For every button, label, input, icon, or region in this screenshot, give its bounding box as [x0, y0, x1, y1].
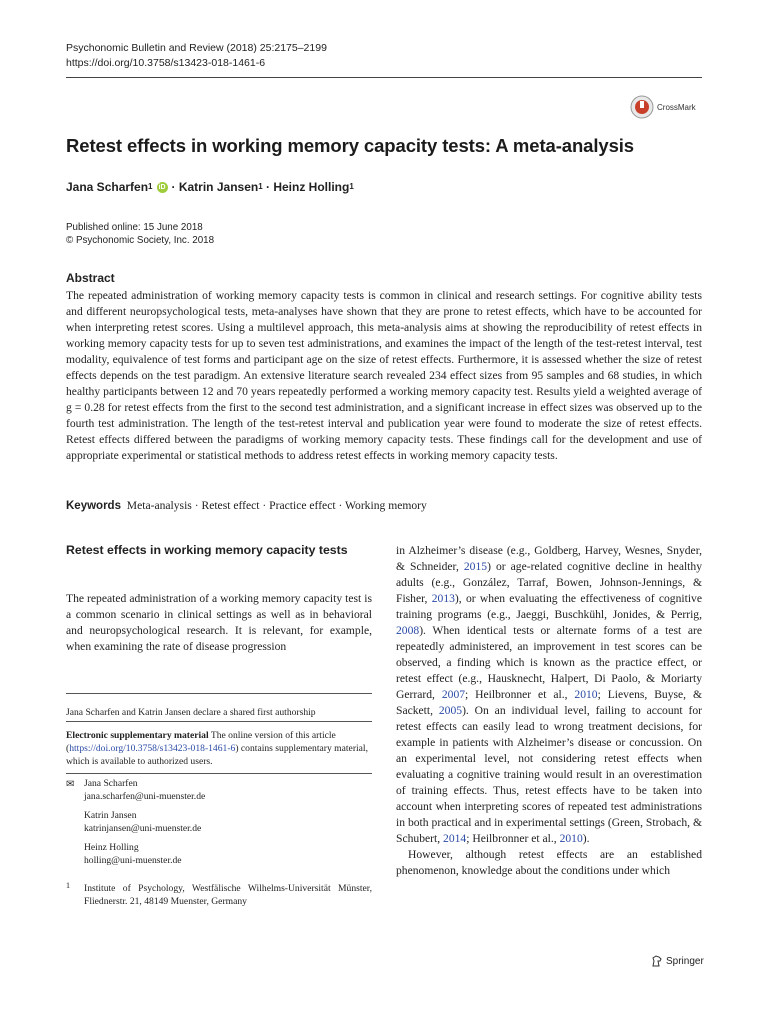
esm-link[interactable]: https://doi.org/10.3758/s13423-018-1461-6: [69, 743, 236, 754]
contact-email[interactable]: katrinjansen@uni-muenster.de: [84, 823, 202, 834]
footnote-divider: [66, 721, 372, 722]
author-affil-sup: 1: [349, 181, 354, 191]
publisher-name: Springer: [666, 955, 704, 967]
author-name[interactable]: Heinz Holling: [273, 180, 350, 194]
publication-info: [66, 221, 214, 247]
citation-year-link[interactable]: 2015: [463, 560, 488, 573]
footnote-divider: [66, 773, 372, 774]
paragraph-text: ), or when evaluating the effectiveness of cognitive training programs (e.g., Jaeggi, Buschkühl, Jonides, & Perrig,: [396, 592, 702, 621]
contact-entry: [84, 777, 205, 803]
citation-year-link[interactable]: 2014: [443, 832, 467, 845]
affiliation-text: Institute of Psychology, Westfälische Wilhelms-Universität Münster, Fliednerstr. 21, 48149 Muenster, Germany: [84, 883, 372, 907]
citation-year-link[interactable]: 2013: [431, 592, 455, 605]
paragraph-text: ). When identical tests or alternate forms of a test are repeatedly administered, an improvement in test scores can be observed, a finding which is known as the practice effect, or retest effect (e.g., Hausknecht, Halpert, Di Paolo, & Moriarty Gerrard,: [396, 624, 702, 701]
published-date: Published online: 15 June 2018: [66, 222, 203, 233]
author-name[interactable]: Jana Scharfen: [66, 180, 149, 194]
abstract-heading: Abstract: [66, 271, 115, 285]
contact-name: Jana Scharfen: [84, 778, 138, 789]
shared-authorship-note: Jana Scharfen and Katrin Jansen declare a shared first authorship: [66, 707, 316, 718]
crossmark-badge[interactable]: [630, 94, 704, 120]
citation-year-link[interactable]: 2010: [559, 832, 583, 845]
article-title: Retest effects in working memory capacity tests: A meta-analysis: [66, 135, 634, 156]
left-body-text: The repeated administration of a working memory capacity test is a common scenario in clinical settings as well as in behavioral and neuropsychological research. It is relevant, for example, when examining the rate of disease progression: [66, 592, 372, 653]
citation-year-link[interactable]: 2008: [396, 624, 420, 637]
header-divider: [66, 77, 702, 78]
author-affil-sup: 1: [148, 181, 153, 191]
body-paragraph: [396, 543, 702, 847]
contact-name: Heinz Holling: [84, 842, 139, 853]
body-paragraph: However, although retest effects are an established phenomenon, knowledge about the conditions under which: [396, 848, 702, 877]
paragraph-text: ). On an individual level, failing to account for retest effects can easily lead to wrong treatment decisions, for example in patients with Alzheimer’s disease or concussion. On an experimental level, not considering retest effects when evaluating a cognitive training would result in an overestimation of training effects. Thus, retest effects have to be taken into account when interpreting scores of repeated test administrations in both practical and in experimental settings (Green, Strobach, & Schubert,: [396, 704, 702, 845]
affiliation-number: 1: [66, 881, 70, 890]
author-affil-sup: 1: [258, 181, 263, 191]
crossmark-icon: [630, 95, 654, 119]
paragraph-text: ; Heilbronner et al.,: [466, 832, 560, 845]
contact-name: Katrin Jansen: [84, 810, 137, 821]
author-separator: ·: [171, 180, 176, 194]
journal-header: [66, 41, 327, 71]
author-name[interactable]: Katrin Jansen: [178, 180, 259, 194]
contact-entry: [84, 809, 201, 835]
orcid-icon[interactable]: iD: [158, 183, 166, 191]
doi-link[interactable]: https://doi.org/10.3758/s13423-018-1461-6: [66, 57, 266, 69]
paragraph-text: ; Lievens, Buyse, & Sackett,: [396, 688, 702, 717]
esm-text: ) contains supplementary material, which is available to authorized users.: [66, 743, 368, 767]
esm-text: The online version of this article (: [66, 730, 336, 754]
contact-email[interactable]: jana.scharfen@uni-muenster.de: [84, 791, 206, 802]
contact-entry: [84, 841, 182, 867]
paragraph-text: in Alzheimer’s disease (e.g., Goldberg, Harvey, Wesnes, Snyder, & Schneider,: [396, 544, 702, 573]
author-list: [66, 180, 354, 194]
section-heading: Retest effects in working memory capacity tests: [66, 543, 348, 557]
paragraph-text: ) or age-related cognitive decline in healthy adults (e.g., González, Tarraf, Bowen, Johnson-Jennings, & Fisher,: [396, 560, 703, 605]
footnote-divider: [66, 693, 372, 694]
right-body-text: [396, 543, 702, 879]
author-separator: ·: [266, 180, 270, 194]
citation-year-link[interactable]: 2010: [574, 688, 598, 701]
citation-year-link[interactable]: 2007: [441, 688, 466, 701]
esm-note: [66, 729, 372, 768]
journal-citation: Psychonomic Bulletin and Review (2018) 25:2175–2199: [66, 42, 327, 54]
citation-year-link[interactable]: 2005: [438, 704, 463, 717]
springer-horse-icon: [651, 955, 663, 967]
copyright: © Psychonomic Society, Inc. 2018: [66, 235, 215, 246]
abstract-text: The repeated administration of working memory capacity tests is common in clinical and research settings. For cognitive ability tests and different neuropsychological tests, meta-analyses have shown that they are prone to retest effects, which have to be accounted for when interpreting retest scores. Using a multilevel approach, this meta-analysis aims at showing the reproducibility of retest effects in working memory capacity tests for up to seven test administrations, and examines the impact of the length of the test-retest interval, test modality, equivalence of test forms and participant age on the size of retest effects. Furthermore, it is assessed whether the size of retest effects depends on the test paradigm. An extensive literature search revealed 234 effect sizes from 95 samples and 68 studies, in which healthy participants between 12 and 70 years repeatedly performed a working memory capacity test. Results yield a weighted average of g = 0.28 for retest effects from the first to the second test administration, and a significant increase in effect sizes was observed up to the fourth test administration. The length of the test-retest interval and publication year were found to moderate the size of retest effects. Retest effects differed between the paradigms of working memory capacity tests. These findings call for the development and use of appropriate experimental or statistical methods to address retest effects in working memory capacity tests.: [66, 289, 702, 462]
envelope-icon: ✉: [66, 779, 75, 790]
keywords-list: Meta-analysis · Retest effect · Practice effect · Working memory: [126, 499, 427, 512]
publisher-logo: [651, 955, 704, 967]
paragraph-text: ).: [582, 832, 590, 845]
contact-email[interactable]: holling@uni-muenster.de: [84, 855, 182, 866]
keywords-label: Keywords: [66, 500, 121, 512]
paragraph-text: ; Heilbronner et al.,: [465, 688, 575, 701]
crossmark-label: CrossMark: [657, 102, 696, 112]
esm-heading: Electronic supplementary material: [66, 730, 209, 741]
keywords: [66, 499, 427, 512]
